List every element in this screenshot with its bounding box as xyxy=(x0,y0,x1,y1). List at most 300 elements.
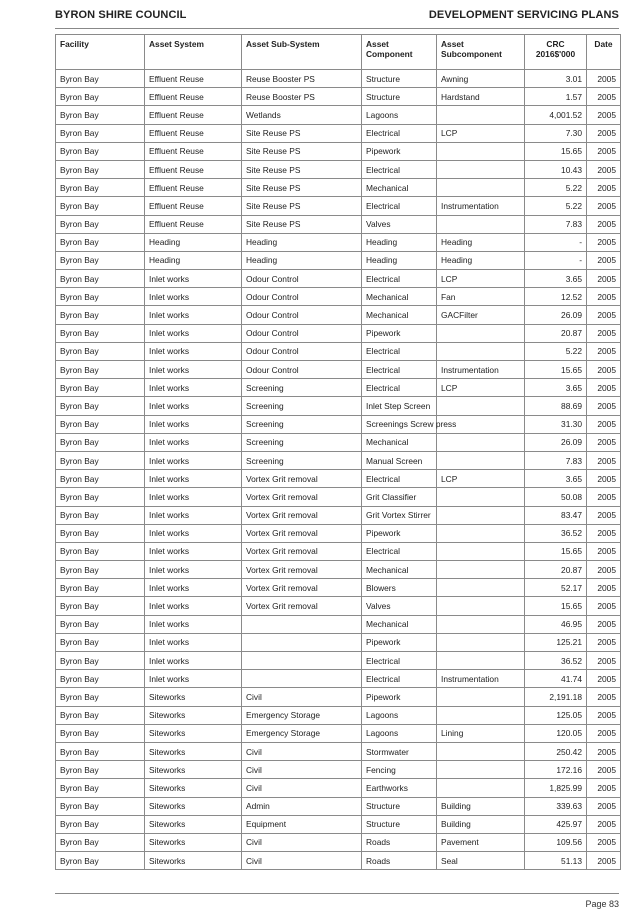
cell-asset-system: Siteworks xyxy=(145,797,242,815)
cell-asset-component: Electrical xyxy=(362,379,437,397)
cell-date: 2005 xyxy=(587,724,621,742)
table-row xyxy=(56,633,621,651)
cell-facility: Byron Bay xyxy=(56,615,145,633)
cell-facility: Byron Bay xyxy=(56,742,145,760)
cell-asset-system: Inlet works xyxy=(145,579,242,597)
cell-asset-subcomponent: Instrumentation xyxy=(437,670,525,688)
cell-date: 2005 xyxy=(587,233,621,251)
table-row xyxy=(56,579,621,597)
table-row xyxy=(56,288,621,306)
col-facility: Facility xyxy=(56,35,145,70)
cell-asset-system: Inlet works xyxy=(145,433,242,451)
cell-date: 2005 xyxy=(587,761,621,779)
cell-asset-sub-system: Odour Control xyxy=(242,324,362,342)
cell-date: 2005 xyxy=(587,160,621,178)
cell-date: 2005 xyxy=(587,251,621,269)
cell-date: 2005 xyxy=(587,488,621,506)
cell-facility: Byron Bay xyxy=(56,397,145,415)
cell-facility: Byron Bay xyxy=(56,215,145,233)
cell-date: 2005 xyxy=(587,797,621,815)
table-row xyxy=(56,470,621,488)
cell-date: 2005 xyxy=(587,397,621,415)
cell-crc: 120.05 xyxy=(525,724,587,742)
cell-asset-subcomponent xyxy=(437,451,525,469)
cell-asset-subcomponent xyxy=(437,688,525,706)
cell-crc: 83.47 xyxy=(525,506,587,524)
cell-asset-component: Electrical xyxy=(362,342,437,360)
cell-asset-component: Earthworks xyxy=(362,779,437,797)
cell-asset-sub-system: Screening xyxy=(242,433,362,451)
cell-asset-subcomponent xyxy=(437,179,525,197)
table-row xyxy=(56,688,621,706)
cell-asset-sub-system xyxy=(242,633,362,651)
table-row xyxy=(56,70,621,88)
table-row xyxy=(56,742,621,760)
cell-asset-subcomponent: Instrumentation xyxy=(437,197,525,215)
cell-asset-component: Inlet Step Screen xyxy=(362,397,437,415)
cell-asset-system: Inlet works xyxy=(145,397,242,415)
cell-crc: 26.09 xyxy=(525,433,587,451)
cell-date: 2005 xyxy=(587,88,621,106)
cell-asset-system: Inlet works xyxy=(145,342,242,360)
cell-facility: Byron Bay xyxy=(56,233,145,251)
cell-asset-component: Electrical xyxy=(362,124,437,142)
cell-asset-sub-system: Admin xyxy=(242,797,362,815)
cell-asset-sub-system: Civil xyxy=(242,742,362,760)
cell-asset-system: Inlet works xyxy=(145,524,242,542)
cell-facility: Byron Bay xyxy=(56,688,145,706)
cell-asset-system: Inlet works xyxy=(145,488,242,506)
cell-asset-subcomponent: Hardstand xyxy=(437,88,525,106)
table-header-row xyxy=(56,35,621,70)
cell-date: 2005 xyxy=(587,779,621,797)
cell-asset-component: Roads xyxy=(362,833,437,851)
cell-facility: Byron Bay xyxy=(56,797,145,815)
cell-date: 2005 xyxy=(587,815,621,833)
table-row xyxy=(56,561,621,579)
cell-asset-component: Roads xyxy=(362,852,437,870)
cell-crc: 41.74 xyxy=(525,670,587,688)
cell-asset-component: Electrical xyxy=(362,197,437,215)
cell-crc: 4,001.52 xyxy=(525,106,587,124)
cell-asset-system: Effluent Reuse xyxy=(145,197,242,215)
cell-asset-system: Inlet works xyxy=(145,670,242,688)
cell-asset-sub-system: Vortex Grit removal xyxy=(242,579,362,597)
table-row xyxy=(56,451,621,469)
cell-asset-system: Inlet works xyxy=(145,633,242,651)
table-row xyxy=(56,797,621,815)
cell-asset-sub-system: Odour Control xyxy=(242,361,362,379)
table-row xyxy=(56,270,621,288)
cell-asset-subcomponent: Fan xyxy=(437,288,525,306)
cell-crc: 46.95 xyxy=(525,615,587,633)
cell-asset-subcomponent: Lining xyxy=(437,724,525,742)
cell-asset-subcomponent: Awning xyxy=(437,70,525,88)
cell-asset-sub-system xyxy=(242,670,362,688)
cell-asset-sub-system: Vortex Grit removal xyxy=(242,597,362,615)
cell-asset-subcomponent: LCP xyxy=(437,270,525,288)
cell-asset-system: Siteworks xyxy=(145,779,242,797)
cell-asset-component: Mechanical xyxy=(362,561,437,579)
cell-asset-component: Manual Screen xyxy=(362,451,437,469)
cell-date: 2005 xyxy=(587,288,621,306)
cell-asset-sub-system: Civil xyxy=(242,833,362,851)
cell-crc: 250.42 xyxy=(525,742,587,760)
table-row xyxy=(56,361,621,379)
cell-asset-sub-system: Wetlands xyxy=(242,106,362,124)
cell-facility: Byron Bay xyxy=(56,251,145,269)
cell-asset-system: Siteworks xyxy=(145,761,242,779)
cell-asset-sub-system: Civil xyxy=(242,761,362,779)
cell-facility: Byron Bay xyxy=(56,561,145,579)
table-row xyxy=(56,197,621,215)
cell-crc: 10.43 xyxy=(525,160,587,178)
cell-asset-component: Electrical xyxy=(362,470,437,488)
cell-date: 2005 xyxy=(587,306,621,324)
cell-facility: Byron Bay xyxy=(56,524,145,542)
cell-asset-component: Stormwater xyxy=(362,742,437,760)
cell-asset-system: Inlet works xyxy=(145,451,242,469)
cell-asset-subcomponent: Instrumentation xyxy=(437,361,525,379)
cell-asset-system: Effluent Reuse xyxy=(145,142,242,160)
cell-asset-system: Inlet works xyxy=(145,306,242,324)
cell-crc: - xyxy=(525,233,587,251)
cell-asset-sub-system: Emergency Storage xyxy=(242,706,362,724)
cell-asset-system: Inlet works xyxy=(145,415,242,433)
table-row xyxy=(56,761,621,779)
cell-asset-component: Pipework xyxy=(362,324,437,342)
cell-facility: Byron Bay xyxy=(56,470,145,488)
cell-asset-component: Pipework xyxy=(362,524,437,542)
cell-asset-subcomponent xyxy=(437,742,525,760)
cell-asset-component: Heading xyxy=(362,233,437,251)
cell-asset-subcomponent xyxy=(437,342,525,360)
cell-asset-component: Pipework xyxy=(362,688,437,706)
cell-asset-system: Effluent Reuse xyxy=(145,179,242,197)
cell-asset-system: Inlet works xyxy=(145,361,242,379)
cell-asset-subcomponent: Pavement xyxy=(437,833,525,851)
col-asset-subcomponent: Asset Subcomponent xyxy=(437,35,525,70)
cell-facility: Byron Bay xyxy=(56,179,145,197)
table-row xyxy=(56,833,621,851)
table-row xyxy=(56,506,621,524)
cell-asset-subcomponent xyxy=(437,542,525,560)
cell-asset-component: Structure xyxy=(362,815,437,833)
cell-asset-sub-system: Vortex Grit removal xyxy=(242,506,362,524)
cell-asset-subcomponent xyxy=(437,506,525,524)
cell-asset-subcomponent xyxy=(437,706,525,724)
cell-facility: Byron Bay xyxy=(56,361,145,379)
cell-crc: 3.65 xyxy=(525,270,587,288)
cell-asset-sub-system: Odour Control xyxy=(242,270,362,288)
cell-crc: 20.87 xyxy=(525,561,587,579)
cell-date: 2005 xyxy=(587,124,621,142)
cell-crc: 15.65 xyxy=(525,542,587,560)
cell-asset-component: Mechanical xyxy=(362,433,437,451)
cell-asset-component: Pipework xyxy=(362,633,437,651)
cell-asset-subcomponent xyxy=(437,397,525,415)
cell-asset-component: Structure xyxy=(362,70,437,88)
table-row xyxy=(56,160,621,178)
cell-crc: - xyxy=(525,251,587,269)
cell-asset-sub-system xyxy=(242,615,362,633)
cell-facility: Byron Bay xyxy=(56,415,145,433)
cell-crc: 15.65 xyxy=(525,597,587,615)
table-row xyxy=(56,306,621,324)
cell-asset-component: Screenings Screw press xyxy=(362,415,437,433)
cell-asset-subcomponent: Heading xyxy=(437,233,525,251)
table-row xyxy=(56,342,621,360)
table-row xyxy=(56,142,621,160)
cell-facility: Byron Bay xyxy=(56,142,145,160)
cell-asset-system: Inlet works xyxy=(145,324,242,342)
cell-asset-subcomponent xyxy=(437,579,525,597)
cell-date: 2005 xyxy=(587,361,621,379)
cell-facility: Byron Bay xyxy=(56,433,145,451)
cell-crc: 31.30 xyxy=(525,415,587,433)
cell-asset-subcomponent xyxy=(437,633,525,651)
cell-crc: 7.83 xyxy=(525,451,587,469)
cell-asset-subcomponent: LCP xyxy=(437,379,525,397)
cell-facility: Byron Bay xyxy=(56,88,145,106)
cell-crc: 36.52 xyxy=(525,652,587,670)
cell-crc: 3.65 xyxy=(525,470,587,488)
cell-asset-subcomponent xyxy=(437,779,525,797)
cell-date: 2005 xyxy=(587,506,621,524)
cell-asset-subcomponent xyxy=(437,433,525,451)
cell-asset-system: Inlet works xyxy=(145,470,242,488)
cell-date: 2005 xyxy=(587,270,621,288)
cell-asset-subcomponent xyxy=(437,142,525,160)
cell-date: 2005 xyxy=(587,379,621,397)
cell-facility: Byron Bay xyxy=(56,579,145,597)
cell-asset-component: Mechanical xyxy=(362,288,437,306)
cell-asset-component: Lagoons xyxy=(362,706,437,724)
cell-asset-component: Mechanical xyxy=(362,615,437,633)
cell-asset-component: Electrical xyxy=(362,542,437,560)
cell-asset-system: Inlet works xyxy=(145,597,242,615)
cell-facility: Byron Bay xyxy=(56,815,145,833)
cell-facility: Byron Bay xyxy=(56,833,145,851)
cell-asset-sub-system: Site Reuse PS xyxy=(242,197,362,215)
cell-asset-component: Electrical xyxy=(362,270,437,288)
cell-asset-subcomponent: Heading xyxy=(437,251,525,269)
cell-date: 2005 xyxy=(587,652,621,670)
cell-date: 2005 xyxy=(587,106,621,124)
table-row xyxy=(56,324,621,342)
cell-crc: 15.65 xyxy=(525,361,587,379)
cell-date: 2005 xyxy=(587,561,621,579)
cell-asset-sub-system: Site Reuse PS xyxy=(242,160,362,178)
cell-asset-sub-system: Heading xyxy=(242,251,362,269)
cell-asset-system: Heading xyxy=(145,251,242,269)
cell-date: 2005 xyxy=(587,415,621,433)
cell-asset-component: Grit Classifier xyxy=(362,488,437,506)
cell-date: 2005 xyxy=(587,615,621,633)
cell-facility: Byron Bay xyxy=(56,633,145,651)
table-row xyxy=(56,179,621,197)
cell-asset-component: Heading xyxy=(362,251,437,269)
cell-crc: 5.22 xyxy=(525,179,587,197)
cell-asset-system: Siteworks xyxy=(145,833,242,851)
cell-asset-sub-system: Vortex Grit removal xyxy=(242,542,362,560)
col-crc: CRC 2016$'000 xyxy=(525,35,587,70)
table-row xyxy=(56,215,621,233)
cell-date: 2005 xyxy=(587,342,621,360)
table-row xyxy=(56,524,621,542)
cell-facility: Byron Bay xyxy=(56,288,145,306)
cell-asset-component: Valves xyxy=(362,597,437,615)
cell-asset-subcomponent xyxy=(437,324,525,342)
cell-facility: Byron Bay xyxy=(56,70,145,88)
cell-facility: Byron Bay xyxy=(56,724,145,742)
cell-date: 2005 xyxy=(587,470,621,488)
cell-asset-component: Blowers xyxy=(362,579,437,597)
cell-asset-sub-system: Heading xyxy=(242,233,362,251)
cell-asset-sub-system: Vortex Grit removal xyxy=(242,470,362,488)
cell-facility: Byron Bay xyxy=(56,197,145,215)
cell-asset-system: Inlet works xyxy=(145,288,242,306)
cell-asset-component: Electrical xyxy=(362,652,437,670)
table-row xyxy=(56,724,621,742)
table-row xyxy=(56,779,621,797)
cell-date: 2005 xyxy=(587,706,621,724)
cell-asset-subcomponent: Seal xyxy=(437,852,525,870)
cell-asset-sub-system: Site Reuse PS xyxy=(242,179,362,197)
cell-asset-system: Effluent Reuse xyxy=(145,106,242,124)
cell-asset-subcomponent: GACFilter xyxy=(437,306,525,324)
cell-asset-system: Inlet works xyxy=(145,561,242,579)
cell-asset-sub-system: Site Reuse PS xyxy=(242,215,362,233)
table-row xyxy=(56,815,621,833)
cell-asset-system: Inlet works xyxy=(145,542,242,560)
cell-asset-sub-system: Screening xyxy=(242,379,362,397)
cell-crc: 172.16 xyxy=(525,761,587,779)
cell-asset-system: Siteworks xyxy=(145,706,242,724)
document-title: DEVELOPMENT SERVICING PLANS xyxy=(428,9,619,21)
cell-asset-component: Grit Vortex Stirrer xyxy=(362,506,437,524)
cell-asset-system: Siteworks xyxy=(145,688,242,706)
cell-facility: Byron Bay xyxy=(56,342,145,360)
cell-asset-subcomponent xyxy=(437,761,525,779)
cell-asset-sub-system: Emergency Storage xyxy=(242,724,362,742)
cell-asset-sub-system: Vortex Grit removal xyxy=(242,524,362,542)
cell-asset-system: Siteworks xyxy=(145,815,242,833)
cell-asset-system: Inlet works xyxy=(145,379,242,397)
cell-asset-system: Siteworks xyxy=(145,852,242,870)
cell-asset-component: Electrical xyxy=(362,361,437,379)
cell-date: 2005 xyxy=(587,524,621,542)
cell-crc: 109.56 xyxy=(525,833,587,851)
cell-asset-system: Effluent Reuse xyxy=(145,88,242,106)
cell-asset-sub-system xyxy=(242,652,362,670)
cell-crc: 1,825.99 xyxy=(525,779,587,797)
cell-asset-component: Fencing xyxy=(362,761,437,779)
cell-crc: 3.65 xyxy=(525,379,587,397)
cell-crc: 36.52 xyxy=(525,524,587,542)
cell-asset-component: Valves xyxy=(362,215,437,233)
table-row xyxy=(56,670,621,688)
cell-facility: Byron Bay xyxy=(56,451,145,469)
cell-asset-sub-system: Equipment xyxy=(242,815,362,833)
header-divider xyxy=(55,28,619,29)
cell-asset-sub-system: Civil xyxy=(242,688,362,706)
table-row xyxy=(56,251,621,269)
cell-date: 2005 xyxy=(587,579,621,597)
cell-asset-component: Lagoons xyxy=(362,724,437,742)
cell-asset-system: Inlet works xyxy=(145,652,242,670)
col-asset-component: Asset Component xyxy=(362,35,437,70)
cell-crc: 15.65 xyxy=(525,142,587,160)
cell-facility: Byron Bay xyxy=(56,488,145,506)
cell-asset-component: Pipework xyxy=(362,142,437,160)
cell-crc: 125.21 xyxy=(525,633,587,651)
cell-facility: Byron Bay xyxy=(56,852,145,870)
cell-asset-system: Inlet works xyxy=(145,615,242,633)
cell-date: 2005 xyxy=(587,852,621,870)
cell-asset-sub-system: Vortex Grit removal xyxy=(242,561,362,579)
cell-asset-system: Inlet works xyxy=(145,506,242,524)
cell-date: 2005 xyxy=(587,197,621,215)
cell-date: 2005 xyxy=(587,833,621,851)
cell-asset-system: Effluent Reuse xyxy=(145,124,242,142)
page-number: Page 83 xyxy=(585,899,619,909)
cell-asset-subcomponent xyxy=(437,597,525,615)
cell-asset-subcomponent xyxy=(437,615,525,633)
cell-asset-sub-system: Odour Control xyxy=(242,306,362,324)
cell-asset-component: Structure xyxy=(362,88,437,106)
cell-asset-subcomponent xyxy=(437,561,525,579)
table-row xyxy=(56,615,621,633)
cell-facility: Byron Bay xyxy=(56,160,145,178)
cell-date: 2005 xyxy=(587,215,621,233)
cell-asset-sub-system: Site Reuse PS xyxy=(242,142,362,160)
cell-facility: Byron Bay xyxy=(56,124,145,142)
cell-crc: 5.22 xyxy=(525,342,587,360)
cell-asset-component: Mechanical xyxy=(362,306,437,324)
page-header xyxy=(55,9,619,25)
cell-asset-subcomponent xyxy=(437,106,525,124)
cell-asset-system: Heading xyxy=(145,233,242,251)
cell-asset-component: Lagoons xyxy=(362,106,437,124)
cell-facility: Byron Bay xyxy=(56,506,145,524)
cell-asset-sub-system: Civil xyxy=(242,852,362,870)
table-row xyxy=(56,488,621,506)
cell-crc: 339.63 xyxy=(525,797,587,815)
cell-crc: 3.01 xyxy=(525,70,587,88)
table-row xyxy=(56,233,621,251)
cell-asset-subcomponent: LCP xyxy=(437,124,525,142)
table-row xyxy=(56,397,621,415)
cell-asset-subcomponent xyxy=(437,652,525,670)
cell-facility: Byron Bay xyxy=(56,542,145,560)
cell-asset-sub-system: Reuse Booster PS xyxy=(242,70,362,88)
cell-asset-subcomponent: Building xyxy=(437,797,525,815)
cell-date: 2005 xyxy=(587,597,621,615)
cell-crc: 20.87 xyxy=(525,324,587,342)
cell-asset-subcomponent xyxy=(437,524,525,542)
cell-date: 2005 xyxy=(587,142,621,160)
table-row xyxy=(56,706,621,724)
table-body xyxy=(56,70,621,870)
cell-asset-sub-system: Screening xyxy=(242,451,362,469)
cell-crc: 125.05 xyxy=(525,706,587,724)
cell-date: 2005 xyxy=(587,542,621,560)
cell-crc: 12.52 xyxy=(525,288,587,306)
cell-asset-system: Inlet works xyxy=(145,270,242,288)
cell-asset-component: Mechanical xyxy=(362,179,437,197)
cell-date: 2005 xyxy=(587,70,621,88)
